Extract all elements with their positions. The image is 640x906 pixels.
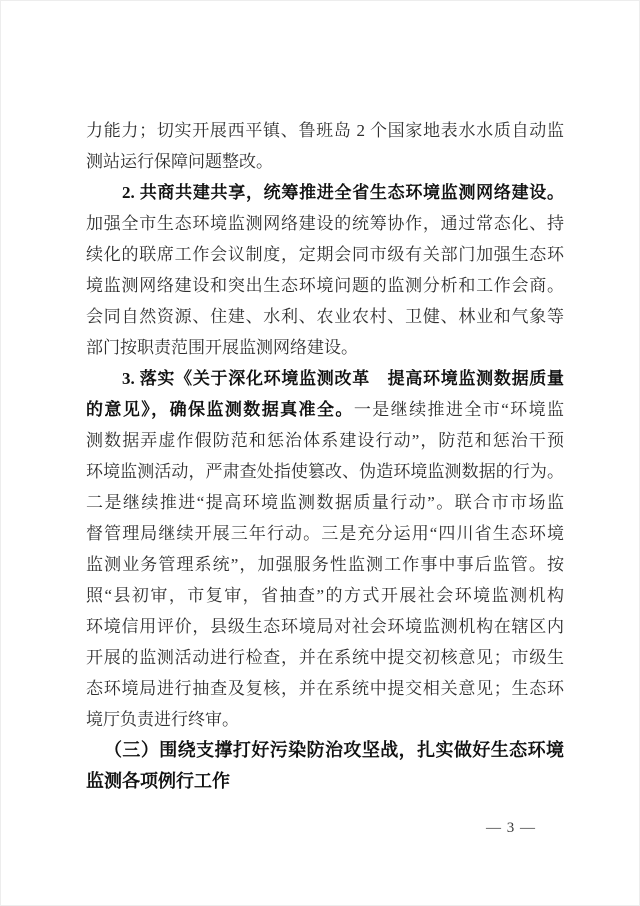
- text-line: [86, 301, 564, 332]
- text-line: [86, 146, 564, 177]
- text-line: [86, 673, 564, 704]
- text-line: [86, 611, 564, 642]
- text-line: [86, 487, 564, 518]
- text-line: [86, 332, 564, 363]
- text-line: [86, 270, 564, 301]
- text-line: [86, 704, 564, 735]
- text-line: [86, 735, 564, 766]
- text-run: 开展的监测活动进行检查，并在系统中提交初核意见；市级生: [86, 648, 564, 667]
- text-run: 一是继续推进全市“环境监: [353, 400, 565, 419]
- text-run: 监测业务管理系统”，加强服务性监测工作事中事后监管。按: [86, 555, 564, 574]
- page-number: — 3 —: [486, 820, 536, 836]
- bold-text-run: 3. 落实《关于深化环境监测改革 提高环境监测数据质量: [122, 369, 564, 388]
- text-run: 态环境局进行抽查及复核，并在系统中提交相关意见；生态环: [86, 679, 564, 698]
- text-run: 环境信用评价，县级生态环境局对社会环境监测机构在辖区内: [86, 617, 564, 636]
- text-line: [86, 425, 564, 456]
- text-line: [86, 115, 564, 146]
- document-body: [86, 115, 564, 797]
- text-run: 照“县初审，市复审，省抽查”的方式开展社会环境监测机构: [86, 586, 564, 605]
- bold-text-run: 2. 共商共建共享，统筹推进全省生态环境监测网络建设。: [122, 183, 564, 202]
- bold-text-run: 的意见》，确保监测数据真准全。: [86, 400, 354, 419]
- text-line: [86, 208, 564, 239]
- text-line: [86, 456, 564, 487]
- bold-text-run: （三）围绕支撑打好污染防治攻坚战，扎实做好生态环境: [104, 740, 564, 760]
- text-line: [86, 394, 564, 425]
- text-line: [86, 518, 564, 549]
- text-line: [86, 642, 564, 673]
- text-run: 加强全市生态环境监测网络建设的统筹协作，通过常态化、持: [86, 214, 564, 233]
- text-line: [86, 239, 564, 270]
- text-line: [86, 766, 564, 797]
- text-run: 二是继续推进“提高环境监测数据质量行动”。联合市市场监: [86, 493, 564, 512]
- text-run: 测站运行保障问题整改。: [86, 152, 273, 171]
- text-run: 环境监测活动，严肃查处指使篡改、伪造环境监测数据的行为。: [86, 462, 564, 481]
- text-run: 境厅负责进行终审。: [86, 710, 239, 729]
- text-run: 境监测网络建设和突出生态环境问题的监测分析和工作会商。: [86, 276, 564, 295]
- text-line: [86, 363, 564, 394]
- text-line: [86, 177, 564, 208]
- bold-text-run: 监测各项例行工作: [86, 771, 230, 791]
- text-run: 会同自然资源、住建、水利、农业农村、卫健、林业和气象等: [86, 307, 564, 326]
- text-run: 测数据弄虚作假防范和惩治体系建设行动”，防范和惩治干预: [86, 431, 564, 450]
- text-line: [86, 580, 564, 611]
- text-run: 续化的联席工作会议制度，定期会同市级有关部门加强生态环: [86, 245, 564, 264]
- text-line: [86, 549, 564, 580]
- text-run: 力能力；切实开展西平镇、鲁班岛 2 个国家地表水水质自动监: [86, 121, 564, 140]
- text-run: 部门按职责范围开展监测网络建设。: [86, 338, 358, 357]
- text-run: 督管理局继续开展三年行动。三是充分运用“四川省生态环境: [86, 524, 564, 543]
